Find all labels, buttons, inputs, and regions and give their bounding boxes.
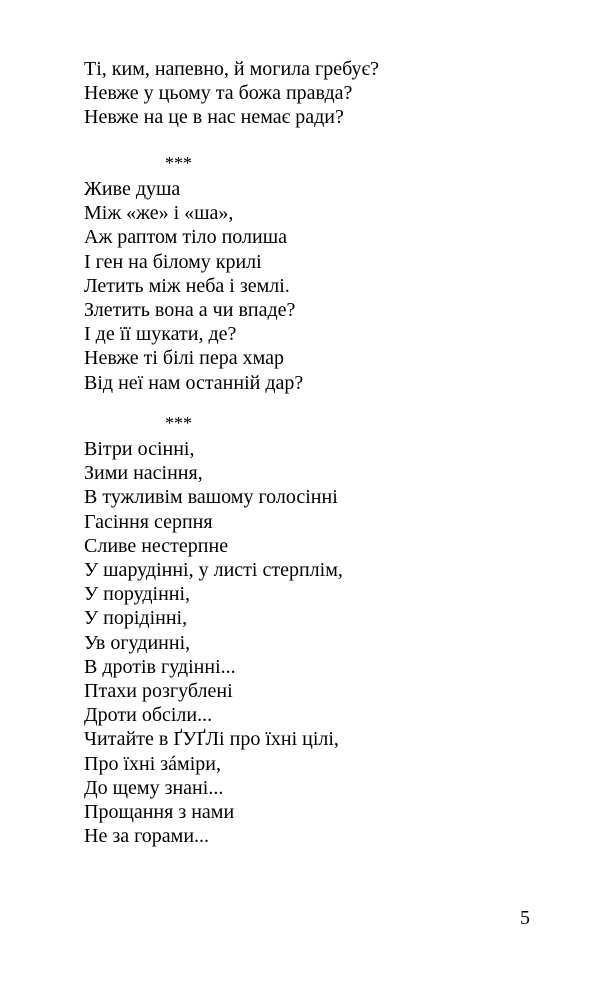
- poem-line: В дротів гудінні...: [84, 655, 236, 678]
- stanza-separator: ***: [165, 413, 192, 433]
- poem-line: Злетить вона а чи впаде?: [84, 299, 296, 322]
- poem-line: Ті, ким, напевно, й могила гребує?: [84, 58, 379, 80]
- poem-line: Дроти обсіли...: [84, 704, 213, 727]
- poem-line: Летить між неба і землі.: [84, 274, 290, 297]
- stanza-3: [84, 437, 343, 848]
- poem-line: В тужливім вашому голосінні: [84, 486, 338, 509]
- poem-line: Сливе нестерпне: [84, 534, 229, 557]
- poem-line: Не за горами...: [84, 825, 210, 848]
- poem-line: Від неї нам останній дар?: [84, 371, 304, 394]
- poem-line: Невже у цьому та божа правда?: [84, 82, 353, 105]
- page-number: 5: [520, 907, 530, 929]
- poem-line: Ув огудинні,: [84, 631, 191, 654]
- poem-line: Невже ті білі пера хмар: [84, 347, 285, 370]
- poem-line: Між «же» і «ша»,: [84, 202, 234, 225]
- stanza-1: [84, 57, 379, 130]
- poem-line: Читайте в ҐУҐЛі про їхні цілі,: [84, 728, 339, 751]
- poem-line: У порудінні,: [84, 583, 191, 606]
- poem-line: І де її шукати, де?: [84, 323, 237, 346]
- poem-line: Вітри осінні,: [84, 438, 195, 460]
- poem-line: Невже на це в нас немає ради?: [84, 106, 344, 129]
- poem-line: Живе душа: [84, 178, 181, 200]
- poem-line: Зими насіння,: [84, 462, 203, 485]
- poem-line: Птахи розгублені: [84, 680, 233, 703]
- poem-line: До щему знані...: [84, 776, 224, 799]
- poem-line: Про їхні зáміри,: [84, 752, 221, 775]
- stanza-2: [84, 177, 303, 395]
- poem-line: Аж раптом тіло полиша: [84, 226, 288, 249]
- poem-line: Гасіння серпня: [84, 510, 213, 533]
- stanza-separator: ***: [165, 153, 192, 173]
- poem-line: Прощання з нами: [84, 801, 235, 824]
- poem-line: У шарудінні, у листі стерплім,: [84, 559, 343, 582]
- poem-line: У порідінні,: [84, 607, 188, 630]
- poem-line: І ген на білому крилі: [84, 250, 262, 273]
